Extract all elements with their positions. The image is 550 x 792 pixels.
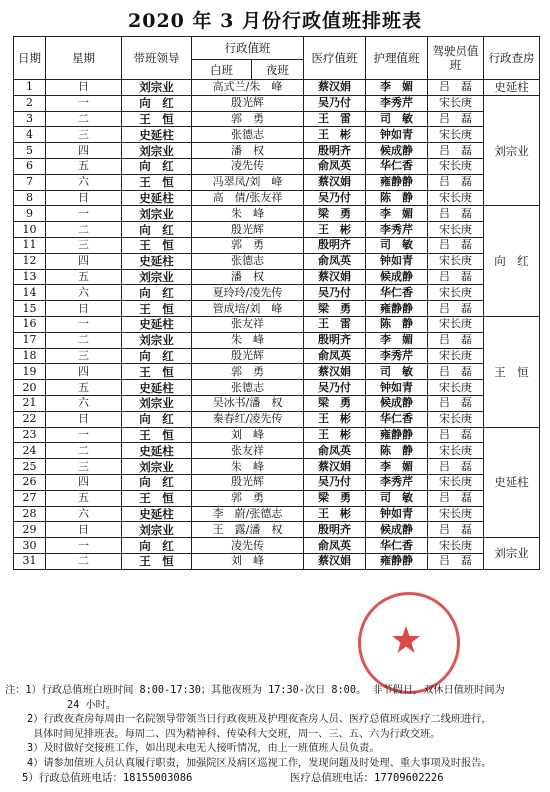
- cell-medical: 王 彬: [304, 411, 366, 427]
- cell-weekday: 一: [46, 538, 122, 554]
- cell-date: 12: [14, 253, 46, 269]
- cell-date: 26: [14, 474, 46, 490]
- cell-date: 17: [14, 332, 46, 348]
- cell-driver: 宋长庚: [428, 316, 484, 332]
- note-1: 注：1）行政总值班白班时间 8:00-17:30；其他夜班为 17:30-次日 8:00。 非节假日，双休日值班时间为: [5, 685, 505, 696]
- cell-medical: 殷明齐: [304, 522, 366, 538]
- table-row: [14, 522, 540, 538]
- cell-medical: 蔡汉娟: [304, 174, 366, 190]
- cell-driver: 吕 磊: [428, 364, 484, 380]
- cell-nursing: 雍静静: [366, 553, 428, 569]
- cell-medical: 梁 勇: [304, 490, 366, 506]
- cell-date: 1: [14, 80, 46, 96]
- cell-weekday: 四: [46, 364, 122, 380]
- header-nursing: 护理值班: [366, 37, 428, 80]
- cell-nursing: 司 敏: [366, 111, 428, 127]
- cell-weekday: 三: [46, 459, 122, 475]
- cell-day-shift: 秦春红/凌先传: [192, 411, 304, 427]
- cell-inspection: 史延柱: [484, 80, 540, 96]
- cell-weekday: 二: [46, 553, 122, 569]
- cell-nursing: 钟如青: [366, 127, 428, 143]
- table-row: [14, 459, 540, 475]
- table-row: [14, 301, 540, 317]
- cell-date: 28: [14, 506, 46, 522]
- cell-driver: 吕 磊: [428, 395, 484, 411]
- cell-inspection: 刘宗业: [484, 538, 540, 570]
- cell-day-shift: 郭 勇: [192, 111, 304, 127]
- cell-date: 11: [14, 237, 46, 253]
- cell-driver: 宋长庚: [428, 127, 484, 143]
- cell-date: 6: [14, 158, 46, 174]
- cell-day-shift: 吴冰书/潘 权: [192, 395, 304, 411]
- cell-medical: 王 雷: [304, 111, 366, 127]
- cell-day-shift: 张友祥: [192, 443, 304, 459]
- cell-date: 2: [14, 95, 46, 111]
- cell-date: 29: [14, 522, 46, 538]
- cell-leader: 刘宗业: [122, 143, 192, 159]
- table-row: [14, 80, 540, 96]
- cell-day-shift: 郭 勇: [192, 364, 304, 380]
- cell-day-shift: 朱 峰: [192, 459, 304, 475]
- cell-nursing: 钟如青: [366, 380, 428, 396]
- cell-driver: 吕 磊: [428, 80, 484, 96]
- header-admin-duty: 行政值班: [192, 37, 304, 60]
- cell-nursing: 李 媚: [366, 332, 428, 348]
- cell-leader: 王 恒: [122, 301, 192, 317]
- cell-weekday: 四: [46, 253, 122, 269]
- table-row: [14, 127, 540, 143]
- note-2-cont: 具体时间见排班表。每周二、四为精神科、传染科大交班，周一、三、五、六为行政交班。: [33, 728, 441, 740]
- cell-weekday: 二: [46, 111, 122, 127]
- cell-date: 25: [14, 459, 46, 475]
- cell-date: 10: [14, 222, 46, 238]
- cell-day-shift: 潘 权: [192, 143, 304, 159]
- cell-weekday: 六: [46, 395, 122, 411]
- cell-medical: 王 雷: [304, 316, 366, 332]
- cell-inspection: 史延柱: [484, 427, 540, 538]
- table-row: [14, 222, 540, 238]
- cell-day-shift: 凌先传: [192, 158, 304, 174]
- cell-day-shift: 王 露/潘 权: [192, 522, 304, 538]
- cell-leader: 向 红: [122, 348, 192, 364]
- cell-day-shift: 张德志: [192, 253, 304, 269]
- table-row: [14, 474, 540, 490]
- cell-leader: 王 恒: [122, 237, 192, 253]
- cell-leader: 向 红: [122, 474, 192, 490]
- cell-day-shift: 刘 峰: [192, 427, 304, 443]
- cell-date: 24: [14, 443, 46, 459]
- cell-driver: 吕 磊: [428, 490, 484, 506]
- table-row: [14, 237, 540, 253]
- table-row: [14, 158, 540, 174]
- cell-leader: 向 红: [122, 411, 192, 427]
- cell-leader: 刘宗业: [122, 206, 192, 222]
- medical-phone: 医疗总值班电话：17709602226: [290, 772, 444, 784]
- cell-driver: 宋长庚: [428, 285, 484, 301]
- cell-leader: 向 红: [122, 222, 192, 238]
- cell-weekday: 四: [46, 143, 122, 159]
- cell-nursing: 李秀芹: [366, 222, 428, 238]
- cell-day-shift: 李 蔚/张德志: [192, 506, 304, 522]
- cell-day-shift: 殷光辉: [192, 348, 304, 364]
- cell-leader: 王 恒: [122, 111, 192, 127]
- cell-weekday: 日: [46, 522, 122, 538]
- cell-nursing: 雍静静: [366, 301, 428, 317]
- cell-weekday: 二: [46, 222, 122, 238]
- cell-nursing: 华仁香: [366, 411, 428, 427]
- cell-weekday: 五: [46, 269, 122, 285]
- cell-day-shift: 管成培/刘 峰: [192, 301, 304, 317]
- table-row: [14, 380, 540, 396]
- cell-leader: 王 恒: [122, 364, 192, 380]
- cell-driver: 吕 磊: [428, 427, 484, 443]
- cell-date: 7: [14, 174, 46, 190]
- cell-nursing: 李 媚: [366, 459, 428, 475]
- cell-medical: 俞凤英: [304, 253, 366, 269]
- cell-day-shift: 郭 勇: [192, 490, 304, 506]
- cell-leader: 史延柱: [122, 380, 192, 396]
- table-row: [14, 427, 540, 443]
- table-row: [14, 553, 540, 569]
- cell-day-shift: 冯翠凤/刘 峰: [192, 174, 304, 190]
- cell-medical: 吴乃付: [304, 380, 366, 396]
- cell-leader: 史延柱: [122, 127, 192, 143]
- table-row: [14, 538, 540, 554]
- cell-date: 18: [14, 348, 46, 364]
- cell-nursing: 候成静: [366, 269, 428, 285]
- cell-nursing: 陈 静: [366, 190, 428, 206]
- cell-driver: 吕 磊: [428, 553, 484, 569]
- cell-weekday: 六: [46, 506, 122, 522]
- table-row: [14, 332, 540, 348]
- cell-medical: 吴乃付: [304, 285, 366, 301]
- cell-weekday: 三: [46, 348, 122, 364]
- admin-phone: 5）行政总值班电话：18155003086: [22, 772, 193, 784]
- cell-day-shift: 潘 权: [192, 269, 304, 285]
- cell-weekday: 日: [46, 80, 122, 96]
- cell-weekday: 六: [46, 174, 122, 190]
- table-row: [14, 269, 540, 285]
- cell-leader: 刘宗业: [122, 395, 192, 411]
- cell-date: 9: [14, 206, 46, 222]
- cell-date: 20: [14, 380, 46, 396]
- cell-driver: 吕 磊: [428, 143, 484, 159]
- cell-medical: 王 彬: [304, 127, 366, 143]
- cell-nursing: 司 敏: [366, 364, 428, 380]
- note-1-cont: 24 小时。: [67, 699, 116, 711]
- cell-leader: 史延柱: [122, 316, 192, 332]
- table-row: [14, 174, 540, 190]
- cell-nursing: 司 敏: [366, 237, 428, 253]
- cell-day-shift: 凌先传: [192, 538, 304, 554]
- table-row: [14, 206, 540, 222]
- cell-date: 19: [14, 364, 46, 380]
- cell-driver: 宋长庚: [428, 253, 484, 269]
- cell-nursing: 李秀芹: [366, 474, 428, 490]
- cell-driver: 吕 磊: [428, 111, 484, 127]
- cell-medical: 王 彬: [304, 222, 366, 238]
- header-inspection: 行政查房: [484, 37, 540, 80]
- table-row: [14, 143, 540, 159]
- header-day-shift: 白班: [192, 60, 252, 80]
- cell-medical: 殷明齐: [304, 332, 366, 348]
- table-row: [14, 285, 540, 301]
- table-row: [14, 506, 540, 522]
- cell-leader: 刘宗业: [122, 269, 192, 285]
- cell-day-shift: 殷光辉: [192, 95, 304, 111]
- cell-nursing: 钟如青: [366, 253, 428, 269]
- cell-date: 22: [14, 411, 46, 427]
- table-row: [14, 348, 540, 364]
- table-row: [14, 95, 540, 111]
- cell-driver: 宋长庚: [428, 411, 484, 427]
- cell-date: 30: [14, 538, 46, 554]
- cell-medical: 殷明齐: [304, 143, 366, 159]
- table-row: [14, 364, 540, 380]
- cell-medical: 梁 勇: [304, 395, 366, 411]
- cell-weekday: 日: [46, 301, 122, 317]
- cell-day-shift: 刘 峰: [192, 553, 304, 569]
- cell-weekday: 五: [46, 158, 122, 174]
- cell-day-shift: 高 倩/张友祥: [192, 190, 304, 206]
- cell-leader: 史延柱: [122, 443, 192, 459]
- cell-nursing: 钟如青: [366, 506, 428, 522]
- cell-leader: 刘宗业: [122, 459, 192, 475]
- cell-nursing: 李秀芹: [366, 95, 428, 111]
- cell-nursing: 李 媚: [366, 206, 428, 222]
- note-2: 2）行政夜查房每周由一名院领导带领当日行政夜班及护理夜查房人员、医疗总值班或医疗二线班进行，: [27, 714, 492, 726]
- header-leader: 带班领导: [122, 37, 192, 80]
- cell-leader: 向 红: [122, 158, 192, 174]
- cell-driver: 宋长庚: [428, 348, 484, 364]
- table-row: [14, 395, 540, 411]
- cell-nursing: 陈 静: [366, 443, 428, 459]
- cell-nursing: 陈 静: [366, 316, 428, 332]
- table-row: [14, 316, 540, 332]
- cell-weekday: 一: [46, 206, 122, 222]
- cell-weekday: 二: [46, 443, 122, 459]
- cell-driver: 宋长庚: [428, 190, 484, 206]
- cell-weekday: 三: [46, 237, 122, 253]
- cell-nursing: 华仁香: [366, 538, 428, 554]
- cell-leader: 王 恒: [122, 490, 192, 506]
- cell-medical: 吴乃付: [304, 95, 366, 111]
- cell-medical: 梁 勇: [304, 301, 366, 317]
- cell-inspection: 刘宗业: [484, 95, 540, 206]
- table-row: [14, 490, 540, 506]
- cell-medical: 王 彬: [304, 427, 366, 443]
- page-title: 2020 年 3 月份行政值班排班表: [128, 10, 422, 32]
- table-row: [14, 190, 540, 206]
- cell-weekday: 一: [46, 95, 122, 111]
- cell-weekday: 一: [46, 316, 122, 332]
- cell-medical: 王 彬: [304, 506, 366, 522]
- cell-driver: 宋长庚: [428, 443, 484, 459]
- cell-date: 31: [14, 553, 46, 569]
- cell-weekday: 二: [46, 332, 122, 348]
- cell-date: 5: [14, 143, 46, 159]
- cell-driver: 吕 磊: [428, 332, 484, 348]
- cell-date: 15: [14, 301, 46, 317]
- cell-weekday: 四: [46, 474, 122, 490]
- duty-rows: [14, 80, 540, 570]
- cell-medical: 蔡汉娟: [304, 80, 366, 96]
- cell-nursing: 雍静静: [366, 174, 428, 190]
- header-driver: 驾驶员值班: [428, 37, 484, 80]
- cell-nursing: 候成静: [366, 395, 428, 411]
- table-row: [14, 443, 540, 459]
- cell-nursing: 李秀芹: [366, 348, 428, 364]
- note-3: 3）及时做好交接班工作，如出现未电无人接听情况，由上一班值班人员负责。: [27, 743, 380, 755]
- table-row: [14, 253, 540, 269]
- cell-day-shift: 殷光辉: [192, 222, 304, 238]
- cell-date: 8: [14, 190, 46, 206]
- cell-day-shift: 朱 峰: [192, 332, 304, 348]
- cell-weekday: 日: [46, 190, 122, 206]
- cell-medical: 殷明齐: [304, 237, 366, 253]
- cell-medical: 蔡汉娟: [304, 364, 366, 380]
- cell-medical: 俞凤英: [304, 348, 366, 364]
- table-row: [14, 411, 540, 427]
- cell-driver: 吕 磊: [428, 237, 484, 253]
- header-date: 日期: [14, 37, 46, 80]
- cell-day-shift: 朱 峰: [192, 206, 304, 222]
- cell-nursing: 李 媚: [366, 80, 428, 96]
- cell-nursing: 雍静静: [366, 427, 428, 443]
- cell-leader: 史延柱: [122, 190, 192, 206]
- cell-nursing: 华仁香: [366, 158, 428, 174]
- cell-date: 23: [14, 427, 46, 443]
- cell-leader: 刘宗业: [122, 80, 192, 96]
- cell-leader: 王 恒: [122, 427, 192, 443]
- cell-leader: 向 红: [122, 538, 192, 554]
- cell-medical: 吴乃付: [304, 190, 366, 206]
- cell-driver: 吕 磊: [428, 269, 484, 285]
- note-4: 4）请参加值班人员认真履行职责，加强院区及病区巡视工作，发现问题及时处理、重大事项及时报告。: [27, 757, 492, 769]
- cell-medical: 俞凤英: [304, 158, 366, 174]
- cell-leader: 向 红: [122, 95, 192, 111]
- cell-driver: 吕 磊: [428, 459, 484, 475]
- cell-nursing: 候成静: [366, 143, 428, 159]
- cell-leader: 王 恒: [122, 174, 192, 190]
- cell-weekday: 日: [46, 411, 122, 427]
- cell-day-shift: 殷光辉: [192, 474, 304, 490]
- cell-driver: 宋长庚: [428, 158, 484, 174]
- cell-medical: 蔡汉娟: [304, 459, 366, 475]
- cell-driver: 宋长庚: [428, 380, 484, 396]
- cell-driver: 宋长庚: [428, 506, 484, 522]
- duty-table: [13, 36, 540, 570]
- cell-weekday: 三: [46, 127, 122, 143]
- header-weekday: 星期: [46, 37, 122, 80]
- cell-date: 27: [14, 490, 46, 506]
- cell-date: 3: [14, 111, 46, 127]
- cell-date: 14: [14, 285, 46, 301]
- cell-medical: 俞凤英: [304, 538, 366, 554]
- cell-medical: 蔡汉娟: [304, 553, 366, 569]
- cell-medical: 吴乃付: [304, 474, 366, 490]
- cell-leader: 史延柱: [122, 506, 192, 522]
- cell-driver: 宋长庚: [428, 95, 484, 111]
- cell-weekday: 五: [46, 490, 122, 506]
- cell-driver: 吕 磊: [428, 522, 484, 538]
- cell-day-shift: 张德志: [192, 127, 304, 143]
- cell-date: 16: [14, 316, 46, 332]
- cell-leader: 王 恒: [122, 553, 192, 569]
- cell-day-shift: 高式兰/朱 峰: [192, 80, 304, 96]
- cell-driver: 宋长庚: [428, 538, 484, 554]
- cell-inspection: 向 红: [484, 206, 540, 317]
- official-seal: [358, 592, 460, 694]
- cell-inspection: 王 恒: [484, 316, 540, 427]
- cell-day-shift: 张德志: [192, 380, 304, 396]
- cell-driver: 吕 磊: [428, 301, 484, 317]
- cell-day-shift: 郭 勇: [192, 237, 304, 253]
- cell-weekday: 五: [46, 380, 122, 396]
- cell-driver: 宋长庚: [428, 222, 484, 238]
- cell-date: 4: [14, 127, 46, 143]
- cell-nursing: 华仁香: [366, 285, 428, 301]
- table-row: [14, 111, 540, 127]
- cell-leader: 刘宗业: [122, 522, 192, 538]
- cell-driver: 吕 磊: [428, 174, 484, 190]
- star-icon: [391, 625, 421, 655]
- cell-nursing: 司 敏: [366, 490, 428, 506]
- cell-day-shift: 夏玲玲/凌先传: [192, 285, 304, 301]
- cell-date: 21: [14, 395, 46, 411]
- cell-day-shift: 张友祥: [192, 316, 304, 332]
- cell-medical: 俞凤英: [304, 443, 366, 459]
- cell-leader: 向 红: [122, 285, 192, 301]
- cell-medical: 梁 勇: [304, 206, 366, 222]
- notes-section: [5, 684, 545, 772]
- cell-driver: 吕 磊: [428, 206, 484, 222]
- cell-driver: 宋长庚: [428, 474, 484, 490]
- cell-medical: 蔡汉娟: [304, 269, 366, 285]
- cell-weekday: 一: [46, 427, 122, 443]
- cell-nursing: 候成静: [366, 522, 428, 538]
- cell-date: 13: [14, 269, 46, 285]
- cell-weekday: 六: [46, 285, 122, 301]
- cell-leader: 刘宗业: [122, 332, 192, 348]
- cell-leader: 史延柱: [122, 253, 192, 269]
- header-night-shift: 夜班: [252, 60, 304, 80]
- header-medical: 医疗值班: [304, 37, 366, 80]
